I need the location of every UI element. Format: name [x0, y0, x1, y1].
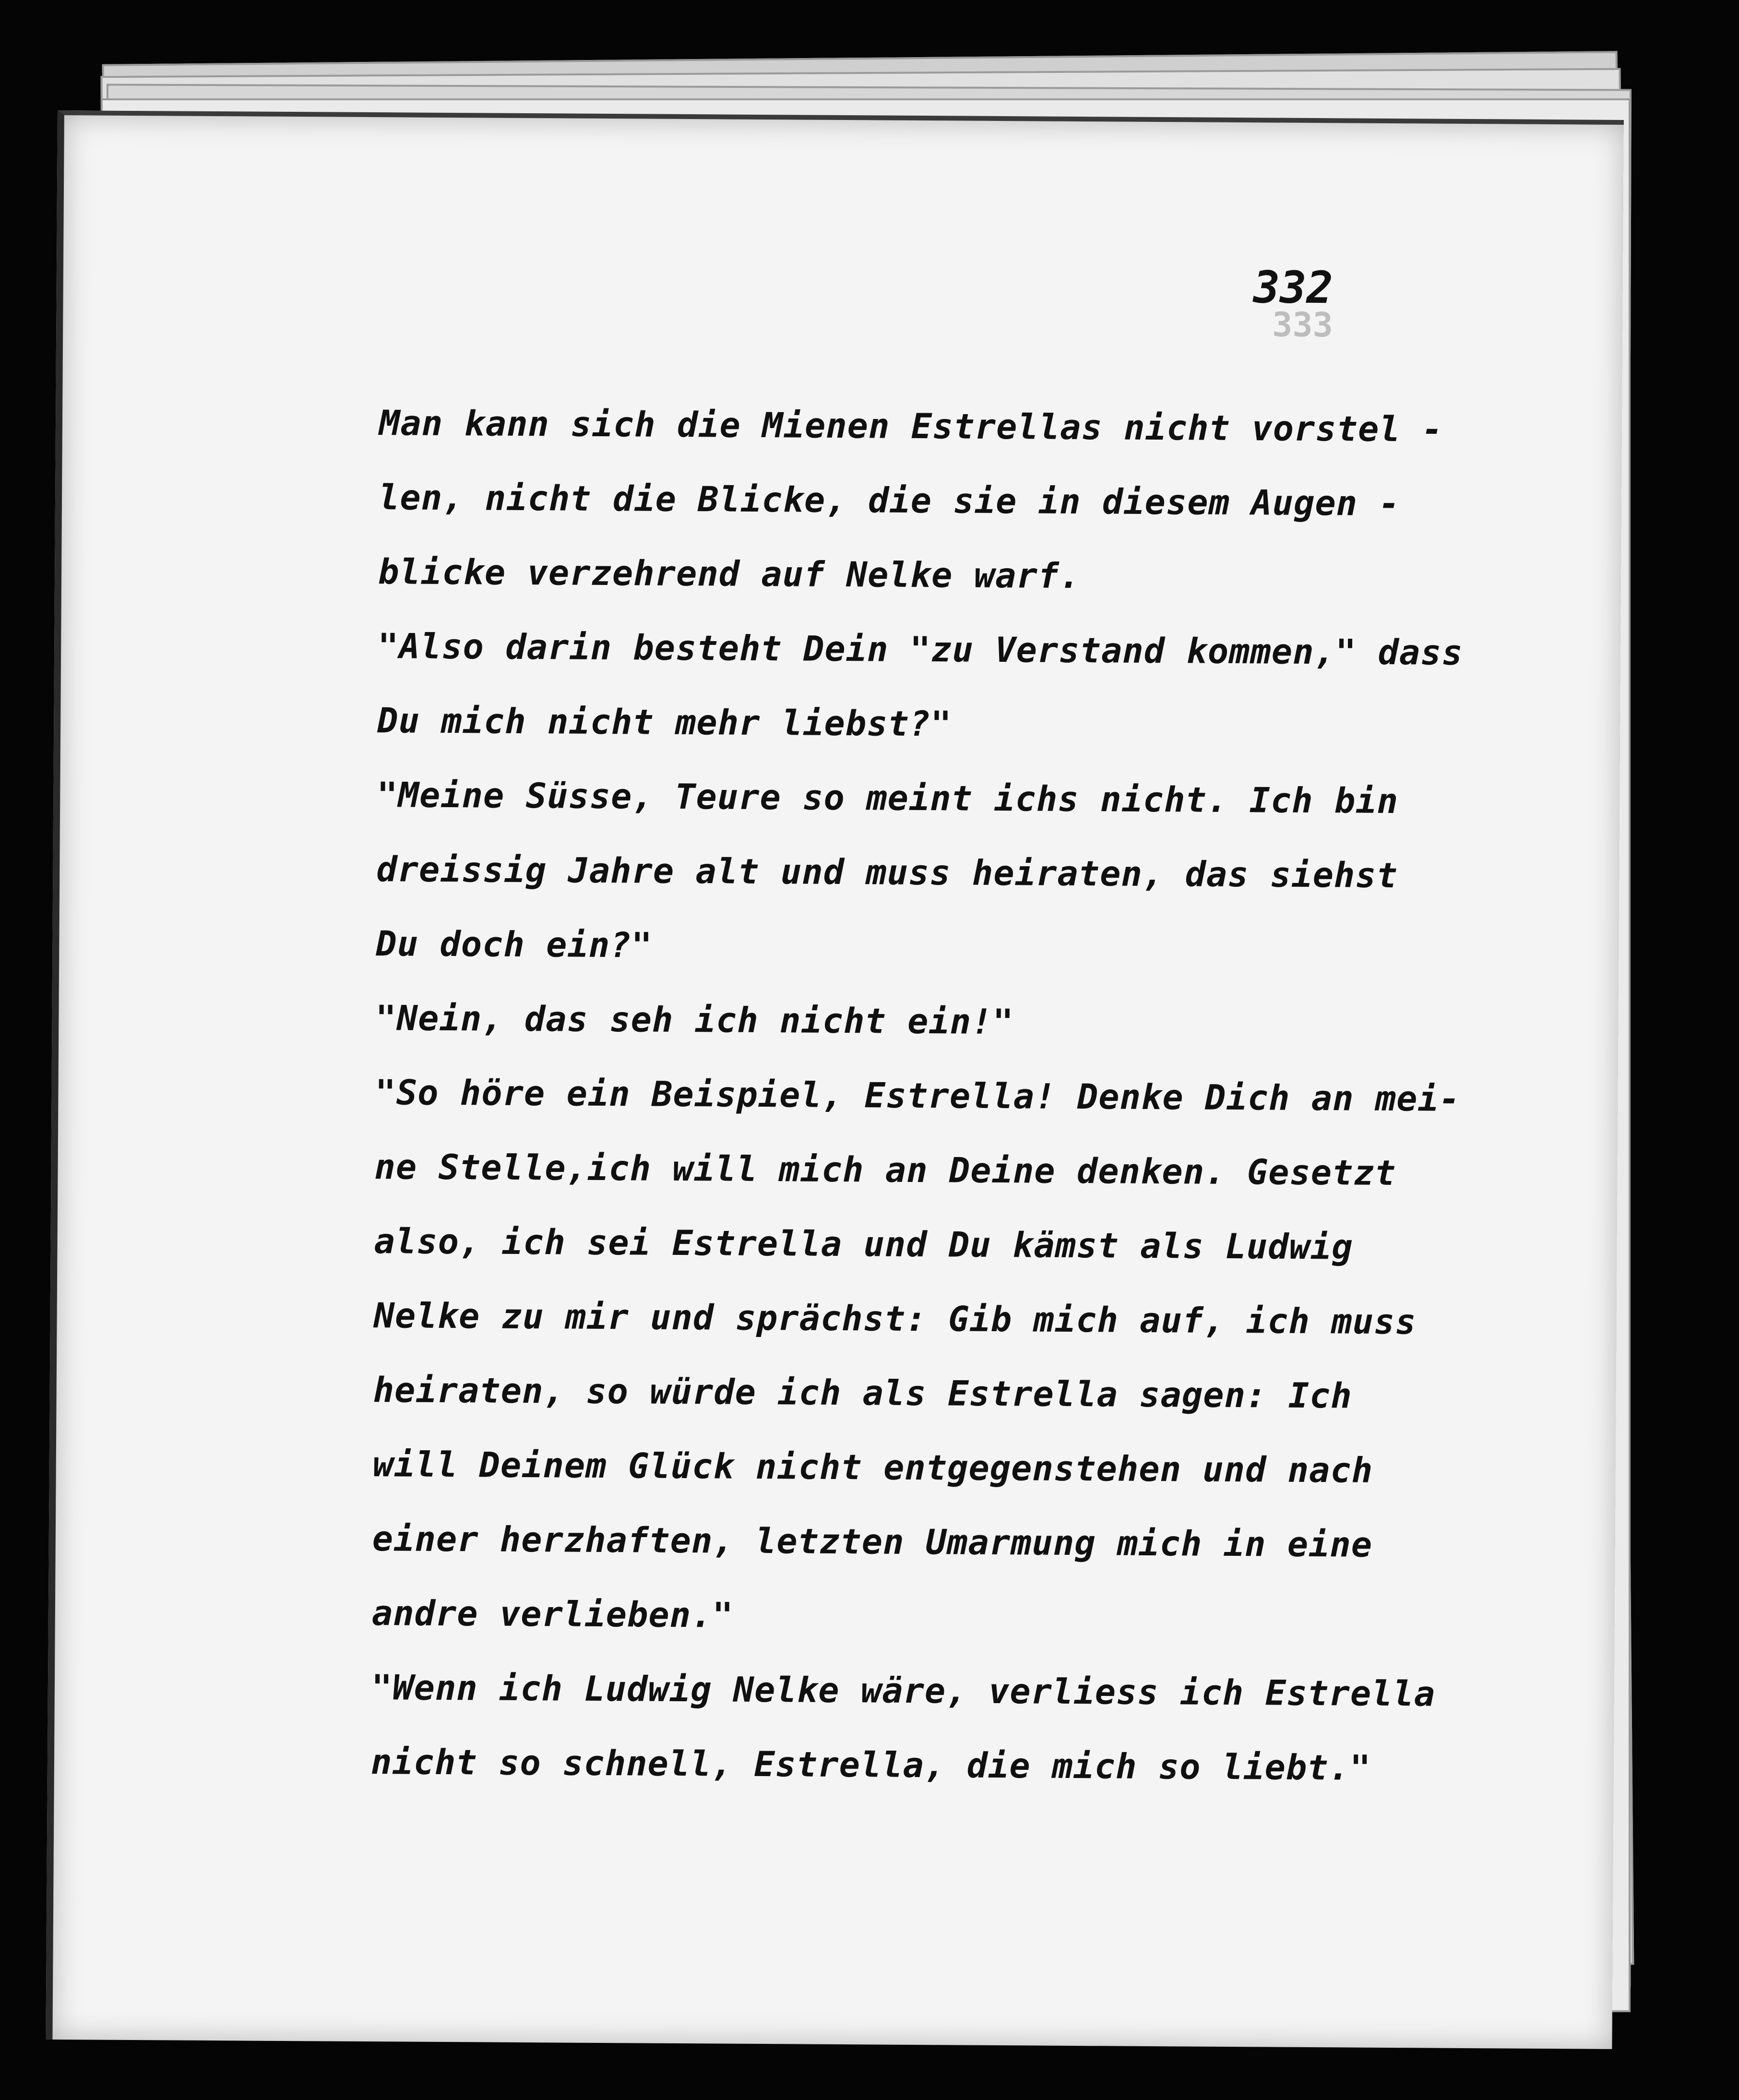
- typewritten-page: [46, 110, 1623, 2049]
- text-line: Man kann sich die Mienen Estrellas nicht vorstel -: [379, 403, 1443, 450]
- body-text: [371, 386, 1603, 1807]
- text-line: "Wenn ich Ludwig Nelke wäre, verliess ich Estrella: [371, 1667, 1436, 1714]
- text-line: nicht so schnell, Estrella, die mich so liebt.": [370, 1742, 1371, 1788]
- text-line: ne Stelle,ich will mich an Deine denken. Gesetzt: [374, 1146, 1396, 1193]
- text-line: "Meine Süsse, Teure so meint ichs nicht. Ich bin: [377, 775, 1399, 822]
- text-line: "So höre ein Beispiel, Estrella! Denke Dich an mei-: [375, 1072, 1461, 1119]
- text-line: len, nicht die Blicke, die sie in diesem Augen -: [378, 477, 1400, 524]
- text-line: also, ich sei Estrella und Du kämst als Ludwig: [374, 1221, 1353, 1267]
- text-line: will Deinem Glück nicht entgegenstehen und nach: [372, 1444, 1373, 1491]
- text-line: heiraten, so würde ich als Estrella sagen: Ich: [373, 1370, 1352, 1416]
- text-line: "Nein, das seh ich nicht ein!": [375, 998, 1014, 1042]
- text-line: Nelke zu mir und sprächst: Gib mich auf, ich muss: [373, 1295, 1417, 1342]
- text-line: andre verlieben.": [371, 1593, 734, 1635]
- text-line: Du mich nicht mehr liebst?": [377, 700, 952, 744]
- bleed-through-page-number: 333: [1272, 305, 1334, 345]
- text-line: einer herzhaften, letzten Umarmung mich in eine: [372, 1518, 1373, 1565]
- text-line: dreissig Jahre alt und muss heiraten, das siehst: [376, 849, 1398, 896]
- text-line: "Also darin besteht Dein "zu Verstand kommen," dass: [377, 626, 1464, 673]
- text-line: blicke verzehrend auf Nelke warf.: [378, 551, 1081, 597]
- text-line: Du doch ein?": [376, 923, 653, 966]
- page-number: 332: [1253, 262, 1334, 314]
